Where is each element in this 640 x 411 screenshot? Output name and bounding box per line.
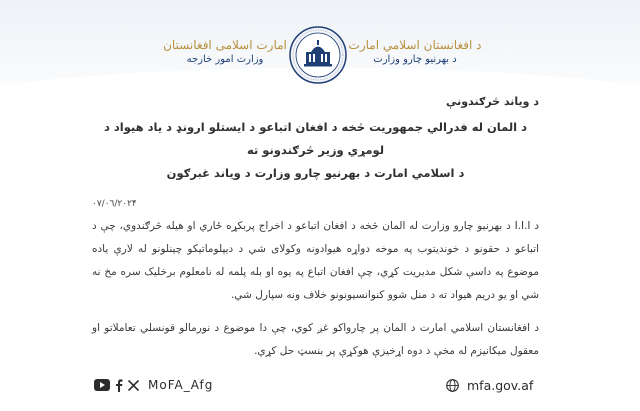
globe-icon [446, 379, 459, 392]
brand-pashto-sub: د بهرنیو چارو وزارت [373, 54, 457, 65]
brand-pashto [340, 38, 490, 65]
website-link[interactable] [446, 378, 533, 393]
brand-dari-script: امارت اسلامی افغانستان [163, 38, 287, 52]
paragraph-1: د I.I.I د بهرنیو چارو وزارت له المان څخه د افغان اتباعو د اخراج پربکړه ځاري او هیله څرګندوي، چې د اتباعو د حقونو د خوندیتوب په موخه دواړه هیوادونه وکولای شي د دیپلوماتیکو چینلونو له لارې یاده موضوع په داسې شکل مدیریت کړي، چې افغان اتباع په یوه او بله پلمه له نامعلوم برخلیک سره مخ نه شي او یو دریم هیواد ته د منل شوو کنوانسیونونو خلاف ونه سپارل شي. [92, 220, 539, 301]
website-url[interactable]: mfa.gov.af [467, 378, 534, 393]
document-type: د ویاند څرګندونې [446, 95, 539, 108]
social-links [94, 378, 213, 392]
letterhead [0, 0, 640, 108]
brand-pashto-script: د افغانستان اسلامي امارت [348, 38, 482, 52]
paragraph-2: د افغانستان اسلامي امارت د المان پر چارواکو غږ کوي، چې دا موضوع د نورمالو قونسلي تعاملاتو او معقول میکانیزم له مخې د دوه اړخیزې هوکړې پر بنسټ حل کړي. [92, 322, 539, 357]
brand-dari [150, 38, 300, 65]
headline-line-2: د اسلامي امارت د بهرنیو چارو وزارت د ویاند غبرګون [166, 166, 465, 180]
headline-line-1: د المان له فدرالي جمهوریت څخه د افغان اتباعو د ایستلو ارونډ د یاد هیواد د لومړي وزیر څرګندونو ته [103, 120, 528, 157]
x-icon[interactable] [128, 380, 139, 391]
footer [0, 372, 640, 411]
youtube-icon[interactable] [94, 379, 110, 391]
statement [92, 95, 539, 363]
facebook-icon[interactable] [115, 379, 123, 392]
social-handle[interactable]: MoFA_Afg [148, 378, 214, 392]
date: ۰۷/۰٦/۲۰۲۴ [92, 199, 137, 209]
brand-dari-sub: وزارت امور خارجه [186, 54, 264, 65]
emblem-icon [289, 26, 347, 84]
